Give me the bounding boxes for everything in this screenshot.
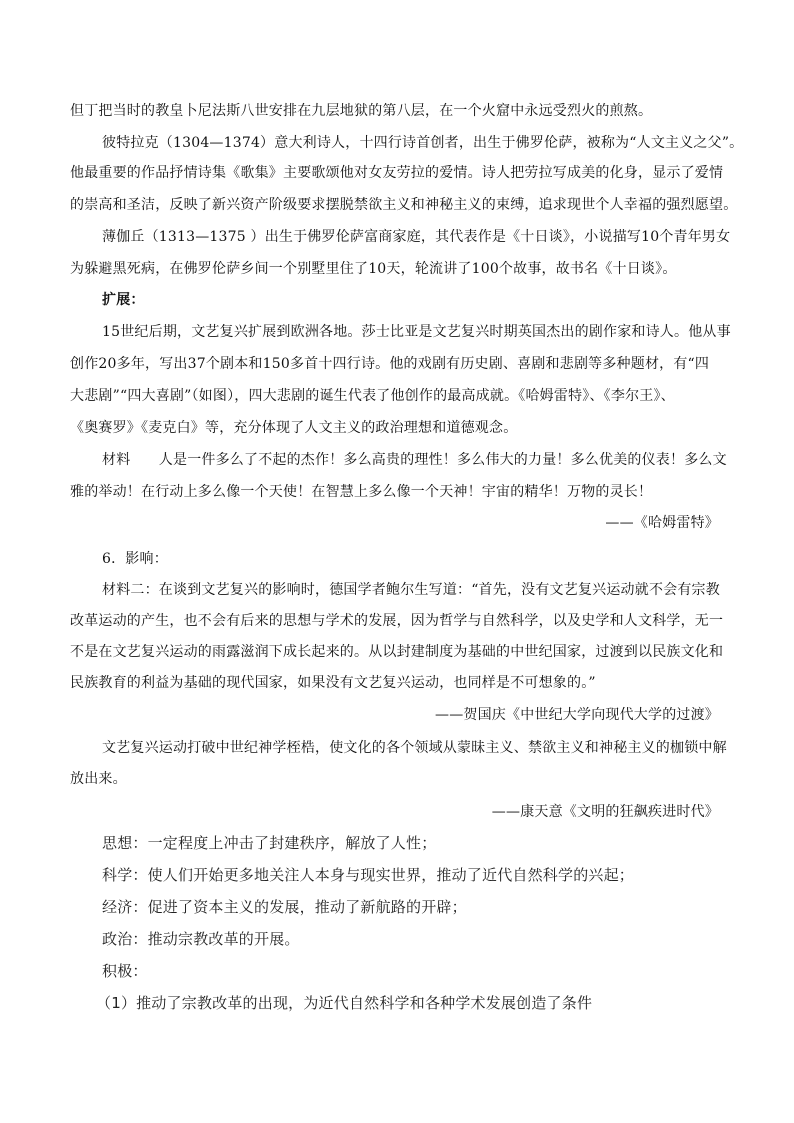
quote-line: 材料二：在谈到文艺复兴的影响时，德国学者鲍尔生写道：“首先，没有文艺复兴运动就不会有宗教 — [102, 582, 720, 598]
text-line: 彼特拉克（1304—1374）意大利诗人，十四行诗首创者，出生于佛罗伦萨，被称为“人文主义之父”。 — [102, 135, 744, 151]
quote-line: 材料 人是一件多么了不起的杰作！多么高贵的理性！多么伟大的力量！多么优美的仪表！多么文 — [102, 452, 727, 468]
quote-source: ——贺国庆《中世纪大学向现代大学的过渡》 — [435, 707, 719, 723]
quote-line: 改革运动的产生，也不会有后来的思想与学术的发展，因为哲学与自然科学，以及史学和人文科学，无一 — [70, 613, 724, 629]
impact-item: 经济：促进了资本主义的发展，推动了新航路的开辟； — [102, 898, 467, 916]
impact-item: 科学：使人们开始更多地关注人本身与现实世界，推动了近代自然科学的兴起； — [102, 866, 635, 884]
quote-source: ——《哈姆雷特》 — [605, 515, 719, 531]
impact-item: 积极： — [102, 962, 148, 980]
impact-item: （1）推动了宗教改革的出现，为近代自然科学和各种学术发展创造了条件 — [96, 994, 593, 1012]
quote-line: 文艺复兴运动打破中世纪神学桎梏，使文化的各个领域从蒙昧主义、禁欲主义和神秘主义的枷锁中解 — [102, 740, 727, 756]
text-line: 大悲剧”“四大喜剧”（如图），四大悲剧的诞生代表了他创作的最高成就。《哈姆雷特》、《李尔王》、 — [70, 388, 675, 404]
quote-line: 不是在文艺复兴运动的雨露滋润下成长起来的。从以封建制度为基础的中世纪国家，过渡到以民族文化和 — [70, 644, 724, 660]
quote-source: ——康天意《文明的狂飙疾进时代》 — [491, 804, 719, 820]
section-heading: 扩展： — [102, 292, 145, 308]
section-heading: 6．影响： — [102, 551, 168, 567]
quote-line: 放出来。 — [70, 771, 127, 787]
impact-item: 思想：一定程度上冲击了封建秩序，解放了人性； — [102, 834, 437, 852]
quote-line: 雅的举动！在行动上多么像一个天使！在智慧上多么像一个天神！宇宙的精华！万物的灵长！ — [70, 484, 653, 500]
text-line: 他最重要的作品抒情诗集《歌集》主要歌颂他对女友劳拉的爱情。诗人把劳拉写成美的化身，显示了爱情 — [70, 165, 724, 181]
text-line: 《奥赛罗》《麦克白》等，充分体现了人文主义的政治理想和道德观念。 — [70, 420, 518, 436]
text-line: 创作20多年，写出37个剧本和150多首十四行诗。他的戏剧有历史剧、喜剧和悲剧等多种题材，有“四 — [70, 356, 710, 372]
quote-line: 民族教育的利益为基础的现代国家，如果没有文艺复兴运动，也同样是不可想象的。” — [70, 675, 596, 691]
text-line: 为躲避黑死病，在佛罗伦萨乡间一个别墅里住了10天，轮流讲了100个故事，故书名《十日谈》。 — [70, 261, 677, 277]
text-line: 但丁把当时的教皇卜尼法斯八世安排在九层地狱的第八层，在一个火窟中永远受烈火的煎熬。 — [70, 103, 653, 119]
impact-item: 政治：推动宗教改革的开展。 — [102, 930, 300, 948]
text-line: 的崇高和圣洁，反映了新兴资产阶级要求摆脱禁欲主义和神秘主义的束缚，追求现世个人幸福的强烈愿望。 — [70, 197, 738, 213]
text-line: 15世纪后期，文艺复兴扩展到欧洲各地。莎士比亚是文艺复兴时期英国杰出的剧作家和诗人。他从事 — [102, 324, 731, 340]
text-line: 薄伽丘（1313—1375 ）出生于佛罗伦萨富商家庭，其代表作是《十日谈》，小说描写10个青年男女 — [102, 229, 731, 245]
